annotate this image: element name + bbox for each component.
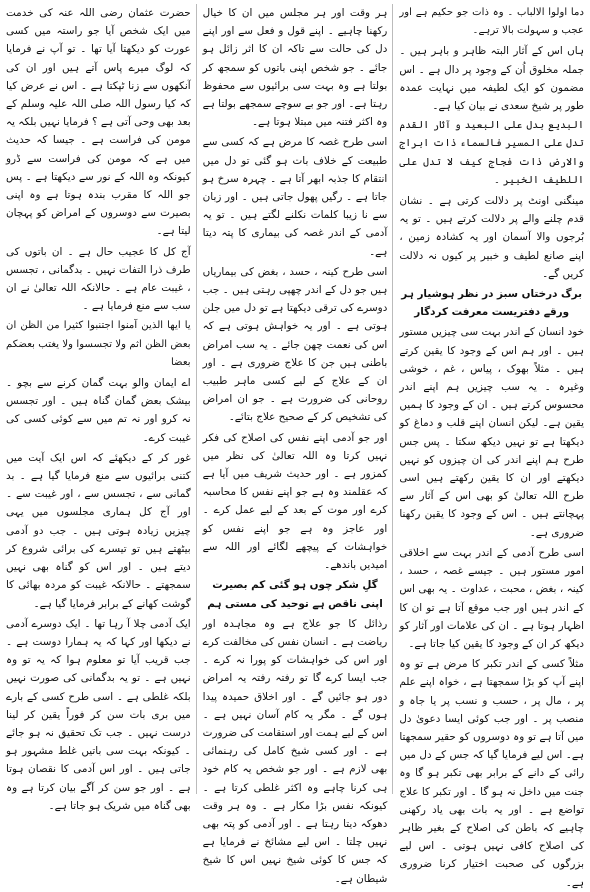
paragraph-middle-4: گلِ شکر چوں ہو گئی کم بصیرت اپنی ناقص ہے توحید کی مستی ہم bbox=[207, 579, 383, 610]
paragraph-right-6: اسی طرح آدمی کے اندر بہت سے اخلاقی امور مستور ہیں ۔ جیسے غصہ ، حسد ، کینہ ، بغض ، محبت ، عداوت ۔ یہ بھی اس کے اندر ہیں اور جب موقع آتا ہے تو ان کا اظہار ہوتا ہے ۔ ان کی علامات اور آثار کو دیکھ کر ان کے وجود کا یقین کیا جاتا ہے۔ bbox=[399, 546, 584, 650]
paragraph-left-4: غور کر کے دیکھئے کہ اس ایک آیت میں کتنی برائیوں سے منع فرمایا گیا ہے ۔ بد گمانی سے ، تجسس سے ، اور غیبت سے ۔ اور آج کل ہماری مجلسوں میں یہی چیزیں زیادہ ہوتی ہیں ۔ جب دو آدمی بیٹھتے ہیں تو تیسرے کی برائی شروع کر دیتے ہیں ۔ اور اس کو گناہ بھی نہیں سمجھتے ۔ حالانکہ غیبت کو مردہ بھائی کا گوشت کھانے کے برابر فرمایا گیا ہے۔ bbox=[5, 451, 191, 610]
paragraph-right-0: دما اولوا الالباب ۔ وہ ذات جو حکیم ہے اور عجب و سہولت بالا ترہے۔ bbox=[399, 7, 584, 37]
paragraph-right-2: البدیع بدل علی البعید و آثار القدم تدل علی المسیر فالسماء ذات ابراج والارض ذات فجاج کیف لا تدل علی اللطیف الخبیر ۔ bbox=[399, 120, 584, 186]
paragraph-left-3: اے ایمان والو بہت گمان کرنے سے بچو ۔ بیشک بعض گمان گناہ ہیں ۔ اور تجسس نہ کرو اور نہ تم میں سے کوئی کسی کی غیبت کرے۔ bbox=[5, 377, 191, 444]
paragraph-left-2: یا ایھا الذین آمنوا اجتنبوا کثیرا من الظن ان بعض الظن اثم ولا تجسسوا ولا یغتب بعضکم بعضا bbox=[5, 320, 191, 368]
paragraph-left-5: ایک آدمی چلا آ رہا تھا ۔ ایک دوسرے آدمی نے دیکھا اور کہا کہ یہ ہمارا دوست ہے ۔ جب قریب آیا تو معلوم ہوا کہ یہ تو وہ نہیں ہے ۔ تو یہ بدگمانی کی صورت نہیں بلکہ غلطی ہے ۔ اسی طرح کسی کے بارے میں بری بات سن کر فوراً یقین کر لینا درست نہیں ۔ جب تک تحقیق نہ ہو جائے ۔ کیونکہ بہت سی باتیں غلط مشہور ہو جاتی ہیں ۔ اور اس آدمی کا نقصان ہوتا ہے ۔ اور جو سن کر آگے بیان کرتا ہے وہ بھی گناہ میں شریک ہو جاتا ہے۔ bbox=[5, 617, 191, 812]
column-left bbox=[5, 4, 197, 812]
column-right bbox=[399, 4, 584, 889]
paragraph-right-4: برگ درختاں سبز در نظر ہوشیار ہر ورقے دفتریست معرفت کردگار bbox=[401, 288, 583, 319]
paragraph-right-3: مینگنی اونٹ پر دلالت کرتی ہے ۔ نشان قدم چلنے والے پر دلالت کرتے ہیں ۔ تو یہ بُرجوں والا آسمان اور یہ کشادہ زمین ، اپنے صانع لطیف و خبیر پر کیوں نہ دلالت کریں گے۔ bbox=[399, 195, 584, 280]
paragraph-middle-1: اسی طرح غصہ کا مرض ہے کہ کسی سے طبیعت کے خلاف بات ہو گئی تو دل میں انتقام کا جذبہ ابھر آتا ہے ۔ چہرہ سرخ ہو جاتا ہے ۔ رگیں پھول جاتی ہیں ۔ اور زبان سے نا زیبا کلمات نکلنے لگتے ہیں ۔ تو یہ آدمی کے اندر غصہ کی بیماری کا پتہ دیتا ہے۔ bbox=[202, 136, 388, 258]
paragraph-left-0: حضرت عثمان رضی اللہ عنہ کی خدمت میں ایک شخص آیا جو راستہ میں کسی عورت کو دیکھتا آیا تھا ۔ تو آپ نے فرمایا کہ لوگ میرے پاس آتے ہیں اور ان کی آنکھوں سے زنا ٹپکتا ہے ۔ اس نے عرض کیا کہ کیا رسول اللہ صلی اللہ علیہ وسلم کے بعد بھی وحی آتی ہے ؟ فرمایا نہیں بلکہ یہ مومن کی فراست ہے ۔ جیسا کہ حدیث میں ہے کہ مومن کی فراست سے ڈرو کیونکہ وہ اللہ کے نور سے دیکھتا ہے ۔ پس جو اللہ کا مقرب بندہ ہوتا ہے وہ اپنی بصیرت سے دوسروں کے امراض کو پہچان لیتا ہے۔ bbox=[5, 7, 191, 238]
paragraph-right-7: مثلاً کسی کے اندر تکبر کا مرض ہے تو وہ اپنے آپ کو بڑا سمجھتا ہے ، خواہ اپنے علم پر ، مال پر ، حسب و نسب پر یا جاہ و منصب پر ۔ اور جب کوئی ایسا دعویٰ دل میں آتا ہے تو وہ دوسروں کو حقیر سمجھتا ہے۔ اس لیے فرمایا گیا کہ جس کے دل میں رائی کے دانے کے برابر بھی تکبر ہو گا وہ جنت میں داخل نہ ہو گا ۔ اور تکبر کا علاج تواضع ہے ۔ اور یہ بات بھی یاد رکھنی چاہیے کہ باطن کی اصلاح کے بغیر ظاہر کی اصلاح کافی نہیں ہوتی ۔ اس لیے بزرگوں کی صحبت اختیار کرنا ضروری ہے۔ bbox=[399, 658, 584, 889]
paragraph-middle-0: ہر وقت اور ہر مجلس میں ان کا خیال رکھنا چاہیے ۔ اپنے قول و فعل سے اور اپنے دل کی حالت سے تاکہ ان کا اثر زائل ہو جائے ۔ جو شخص اپنی باتوں کو سمجھ کر بولتا ہے وہ بہت سی برائیوں سے محفوظ رہتا ہے۔ اور جو بے سوچے سمجھے بولتا ہے وہ اکثر فتنہ میں مبتلا ہوتا ہے۔ bbox=[202, 7, 388, 129]
paragraph-middle-2: اسی طرح کینہ ، حسد ، بغض کی بیماریاں ہیں جو دل کے اندر چھپی رہتی ہیں ۔ جب دوسرے کی ترقی دیکھتا ہے تو دل میں جلن ہوتی ہے ۔ اور یہ خواہش ہوتی ہے کہ اس کی نعمت چھن جائے ۔ یہ سب امراض باطنی ہیں جن کا علاج ضروری ہے ۔ اور ان کے علاج کے لیے کسی ماہر طبیب روحانی کی ضرورت ہے ۔ جو ان امراض کی تشخیص کر کے صحیح علاج بتائے۔ bbox=[202, 265, 388, 424]
paragraph-right-5: خود انسان کے اندر بہت سی چیزیں مستور ہیں ۔ اور ہم اس کے وجود کا یقین کرتے ہیں ۔ مثلاً بھوک ، پیاس ، غم ، خوشی وغیرہ ۔ یہ سب چیزیں ہم اپنے اندر محسوس کرتے ہیں ۔ ان کے وجود کا ہمیں یقین ہے۔ لیکن انسان اپنے قلب و دماغ کو دیکھتا ہے تو نہیں دیکھ سکتا ۔ پس جس طرح ہم اپنے اندر کی ان چیزوں کو نہیں دیکھتے اور ان کا یقین رکھتے ہیں اسی طرح اللہ تعالیٰ کو بھی اس کے آثار سے پہچانتے ہیں ۔ اس کے وجود کا یقین رکھنا ضروری ہے۔ bbox=[399, 326, 584, 539]
paragraph-left-1: آج کل کا عجیب حال ہے ۔ ان باتوں کی طرف ذرا التفات نہیں ۔ بدگمانی ، تجسس ، غیبت عام ہے ۔ حالانکہ اللہ تعالیٰ نے ان سب سے منع فرمایا ہے ۔ bbox=[5, 245, 191, 313]
paragraph-middle-5: رذائل کا جو علاج ہے وہ مجاہدہ اور ریاضت ہے ۔ انسان نفس کی مخالفت کرے اور اس کی خواہشات کو پورا نہ کرے ۔ جب ایسا کرے گا تو رفتہ رفتہ یہ امراض دور ہو جائیں گے ۔ اور اخلاق حمیدہ پیدا ہوں گے ۔ مگر یہ کام آسان نہیں ہے ۔ اس کے لیے ہمت اور استقامت کی ضرورت ہے ۔ اور کسی شیخ کامل کی رہنمائی بھی لازم ہے ۔ اور جو شخص یہ کام خود ہی کرنا چاہے وہ اکثر غلطی کرتا ہے ۔ کیونکہ نفس بڑا مکار ہے ۔ وہ ہر وقت دھوکہ دیتا رہتا ہے ۔ اور آدمی کو پتہ بھی نہیں چلتا ۔ اس لیے مشائخ نے فرمایا ہے کہ جس کا کوئی شیخ نہیں اس کا شیخ شیطان ہے۔ bbox=[202, 617, 388, 885]
paragraph-middle-3: اور جو آدمی اپنے نفس کی اصلاح کی فکر نہیں کرتا وہ اللہ تعالیٰ کی نظر میں کمزور ہے ۔ اور حدیث شریف میں آیا ہے کہ عقلمند وہ ہے جو اپنے نفس کا محاسبہ کرے اور موت کے بعد کے لیے عمل کرے ۔ اور عاجز وہ ہے جو اپنے نفس کو خواہشات کے پیچھے لگائے اور اللہ سے امیدیں باندھے۔ bbox=[202, 431, 388, 572]
column-middle bbox=[202, 4, 394, 885]
paragraph-right-1: ہاں اس کے آثار البتہ ظاہر و باہر ہیں ۔ جملہ مخلوق اُن کے وجود پر دال ہے ۔ اس مضمون کو ایک لطیفہ میں نہایت عمدہ طور پر شیخ سعدی نے بیان کیا ہے۔ bbox=[399, 45, 584, 113]
